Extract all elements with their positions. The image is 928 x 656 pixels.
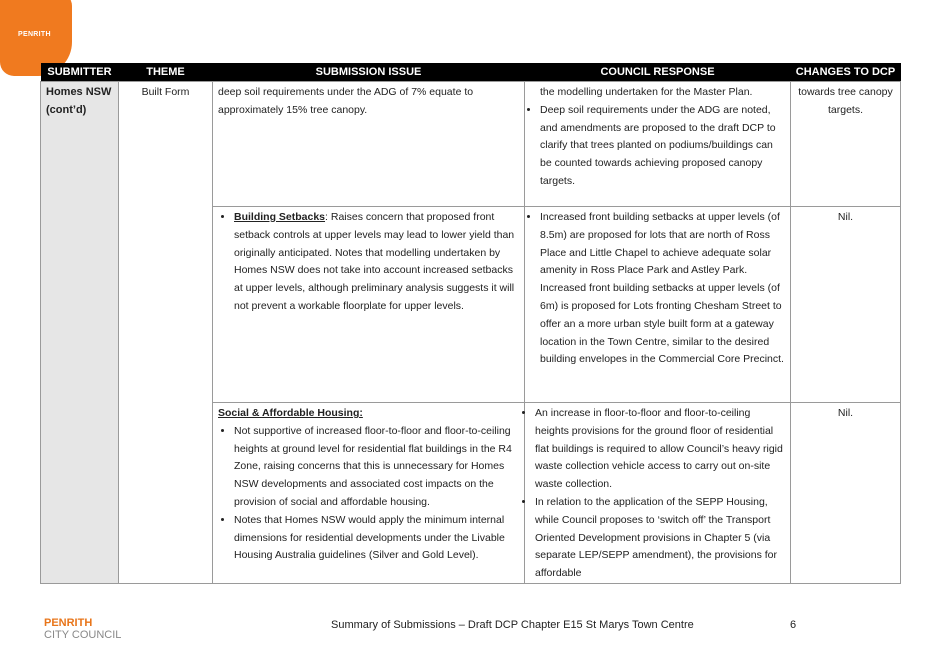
theme-cell: Built Form bbox=[119, 82, 213, 584]
corner-logo-text: PENRITH bbox=[18, 31, 51, 38]
footer-title: Summary of Submissions – Draft DCP Chapter E15 St Marys Town Centre bbox=[331, 619, 694, 631]
response-bullet: • An increase in floor-to-floor and floor-to-ceiling heights provisions for the ground floor of residential flat buildings is required to allow Council’s heavy rigid waste collection vehicle access to carry out on-site waste collection. bbox=[535, 405, 785, 494]
table-row bbox=[41, 82, 901, 207]
response-bullet: • In relation to the application of the SEPP Housing, while Council proposes to ‘switch off’ the Transport Oriented Development provisions in Chapter 5 (via separate LEP/SEPP amendment), the provisions for affordable bbox=[535, 494, 785, 583]
issue-cell bbox=[213, 207, 525, 403]
issue-heading: Social & Affordable Housing: bbox=[218, 407, 363, 419]
submitter-cell: Homes NSW (cont’d) bbox=[41, 82, 119, 584]
response-cell bbox=[525, 207, 791, 403]
page-number: 6 bbox=[790, 619, 797, 631]
issue-bullet bbox=[234, 209, 519, 316]
response-bullet: • Deep soil requirements under the ADG are noted, and amendments are proposed to the draft DCP to clarify that trees planted on podiums/buildings can be counted towards achieving proposed canopy targets. bbox=[540, 102, 785, 191]
issue-bullet: • Not supportive of increased floor-to-floor and floor-to-ceiling heights at ground level for residential flat buildings in the R4 Zone, raising concerns that this is unnecessary for Homes NSW developments and associated cost impacts on the provision of social and affordable housing. bbox=[234, 423, 519, 512]
issue-cell bbox=[213, 403, 525, 584]
changes-cell: Nil. bbox=[791, 207, 901, 403]
footer-logo bbox=[44, 617, 121, 641]
changes-cell: Nil. bbox=[791, 403, 901, 584]
response-lead: the modelling undertaken for the Master Plan. bbox=[540, 86, 753, 98]
header-theme: THEME bbox=[119, 63, 213, 82]
issue-heading: Building Setbacks bbox=[234, 211, 326, 223]
issue-body: : Raises concern that proposed front setback controls at upper levels may lead to lower yield than originally anticipated. Notes that modelling undertaken by Homes NSW does not take into account increased setbacks at upper levels, although preliminary analysis suggests it will not prevent a workable floorplate for upper levels. bbox=[234, 211, 515, 312]
response-cell bbox=[525, 403, 791, 584]
header-submitter: SUBMITTER bbox=[41, 63, 119, 82]
header-issue: SUBMISSION ISSUE bbox=[213, 63, 525, 82]
changes-cell: towards tree canopy targets. bbox=[791, 82, 901, 207]
response-cell bbox=[525, 82, 791, 207]
footer-logo-line2: CITY COUNCIL bbox=[44, 629, 122, 641]
submissions-table bbox=[40, 63, 901, 584]
footer-logo-line1: PENRITH bbox=[44, 617, 93, 629]
issue-cell: deep soil requirements under the ADG of 7% equate to approximately 15% tree canopy. bbox=[213, 82, 525, 207]
issue-bullet: • Notes that Homes NSW would apply the minimum internal dimensions for residential developments under the Livable Housing Australia guidelines (Silver and Gold Level). bbox=[234, 512, 519, 565]
header-changes: CHANGES TO DCP bbox=[791, 63, 901, 82]
header-response: COUNCIL RESPONSE bbox=[525, 63, 791, 82]
response-bullet: • Increased front building setbacks at upper levels (of 8.5m) are proposed for lots that are north of Ross Place and Little Chapel to achieve adequate solar amenity in Ross Place Park and Astley Park. Increased front building setbacks at upper levels (of 6m) is proposed for Lots fronting Chesham Street to offer an a more urban style built form at a gateway location in the Town Centre, similar to the desired building envelopes in the Commercial Core Precinct. bbox=[540, 209, 785, 369]
table-header-row bbox=[41, 63, 901, 82]
